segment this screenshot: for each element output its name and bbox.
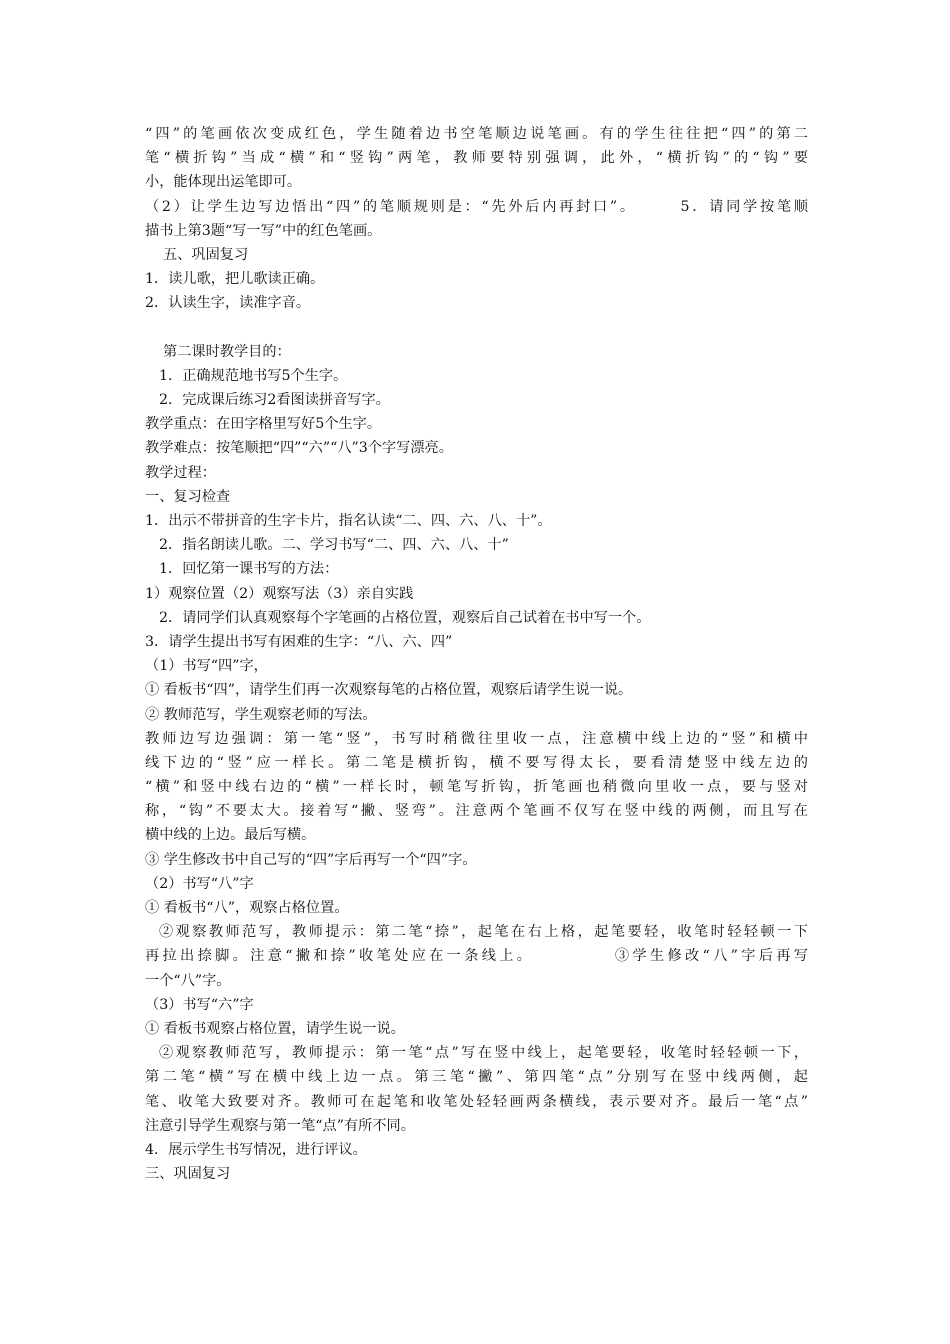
section-heading: 一、复习检查 — [145, 488, 231, 505]
text-line: 笔、收笔大致要对齐。教师可在起笔和收笔处轻轻画两条横线，表示要对齐。最后一笔“点” — [145, 1093, 808, 1110]
section-heading: 三、巩固复习 — [145, 1166, 231, 1183]
text-line: （3）书写“六”字 — [145, 996, 254, 1013]
section-heading: 五、巩固复习 — [163, 246, 249, 263]
text-line: 2．指名朗读儿歌。二、学习书写“二、四、六、八、十” — [159, 537, 509, 554]
text-line: 2．完成课后练习2看图读拼音写字。 — [159, 392, 390, 409]
text-line: “四”的笔画依次变成红色，学生随着边书空笔顺边说笔画。有的学生往往把“四”的第二 — [145, 126, 808, 142]
text-line: 横中线的上边。最后写横。 — [145, 827, 316, 844]
text-line: 第二笔“横”写在横中线上边一点。第三笔“撇”、第四笔“点”分别写在竖中线两侧，起 — [145, 1069, 808, 1086]
text-line: “横”和竖中线右边的“横”一样长时，顿笔写折钩，折笔画也稍微向里收一点，要与竖对 — [145, 779, 808, 796]
text-line: 教学重点：在田字格里写好5个生字。 — [145, 416, 382, 433]
text-line: 教师边写边强调：第一笔“竖”，书写时稍微往里收一点，注意横中线上边的“竖”和横中 — [145, 730, 808, 747]
section-heading: 第二课时教学目的： — [163, 343, 291, 360]
text-line: 1．出示不带拼音的生字卡片，指名认读“二、四、六、八、十”。 — [145, 513, 552, 529]
text-line: ① 看板书“四”，请学生们再一次观察每笔的占格位置，观察后请学生说一说。 — [145, 682, 633, 699]
text-line: 小，能体现出运笔即可。 — [145, 174, 302, 191]
text-line: ③ 学生修改书中自己写的“四”字后再写一个“四”字。 — [145, 851, 477, 868]
text-line: （1）书写“四”字， — [145, 658, 268, 675]
text-line: 2．请同学们认真观察每个字笔画的占格位置，观察后自己试着在书中写一个。 — [159, 609, 651, 626]
text-line: 一个“八”字。 — [145, 972, 231, 989]
text-line: 1．正确规范地书写5个生字。 — [159, 367, 348, 384]
text-line: ② 教师范写，学生观察老师的写法。 — [145, 706, 377, 723]
text-line: （2）让学生边写边悟出“四”的笔顺规则是：“先外后内再封口”。 5．请同学按笔顺 — [145, 198, 808, 215]
text-line: ① 看板书“八”，观察占格位置。 — [145, 900, 349, 916]
text-line: 称，“钩”不要太大。接着写“撇、竖弯”。注意两个笔画不仅写在竖中线的两侧，而且写在 — [145, 803, 808, 820]
text-line: 3．请学生提出书写有困难的生字：“八、六、四” — [145, 633, 453, 650]
text-line: 4．展示学生书写情况，进行评议。 — [145, 1141, 367, 1158]
text-line: 注意引导学生观察与第一笔“点”有所不同。 — [145, 1117, 415, 1134]
text-line: 教学难点：按笔顺把“四”“六”“八”3个字写漂亮。 — [145, 440, 453, 457]
text-line: 1）观察位置（2）观察写法（3）亲自实践 — [145, 585, 414, 602]
blank-line — [145, 316, 808, 340]
text-line: 描书上第3题“写一写”中的红色笔画。 — [145, 222, 382, 239]
text-line: 再拉出捺脚。注意“撇和捺”收笔处应在一条线上。 ③学生修改“八”字后再写 — [145, 948, 808, 965]
text-line: 1．回忆第一课书写的方法： — [159, 561, 339, 578]
text-line: 笔“横折钩”当成“横”和“竖钩”两笔，教师要特别强调，此外，“横折钩”的“钩”要 — [145, 150, 808, 167]
text-line: ① 看板书观察占格位置，请学生说一说。 — [145, 1020, 405, 1037]
document-page — [145, 122, 808, 1186]
text-line: 1．读儿歌，把儿歌读正确。 — [145, 271, 325, 288]
text-line: （2）书写“八”字 — [145, 875, 254, 892]
text-line: 线下边的“竖”应一样长。第二笔是横折钩，横不要写得太长，要看清楚竖中线左边的 — [145, 754, 808, 771]
text-line: ②观察教师范写，教师提示：第一笔“点”写在竖中线上，起笔要轻，收笔时轻轻顿一下， — [159, 1045, 808, 1062]
text-line: 2．认读生字，读准字音。 — [145, 295, 311, 312]
text-line: 教学过程： — [145, 464, 216, 481]
text-line: ②观察教师范写，教师提示：第二笔“捺”，起笔在右上格，起笔要轻，收笔时轻轻顿一下 — [159, 924, 808, 941]
